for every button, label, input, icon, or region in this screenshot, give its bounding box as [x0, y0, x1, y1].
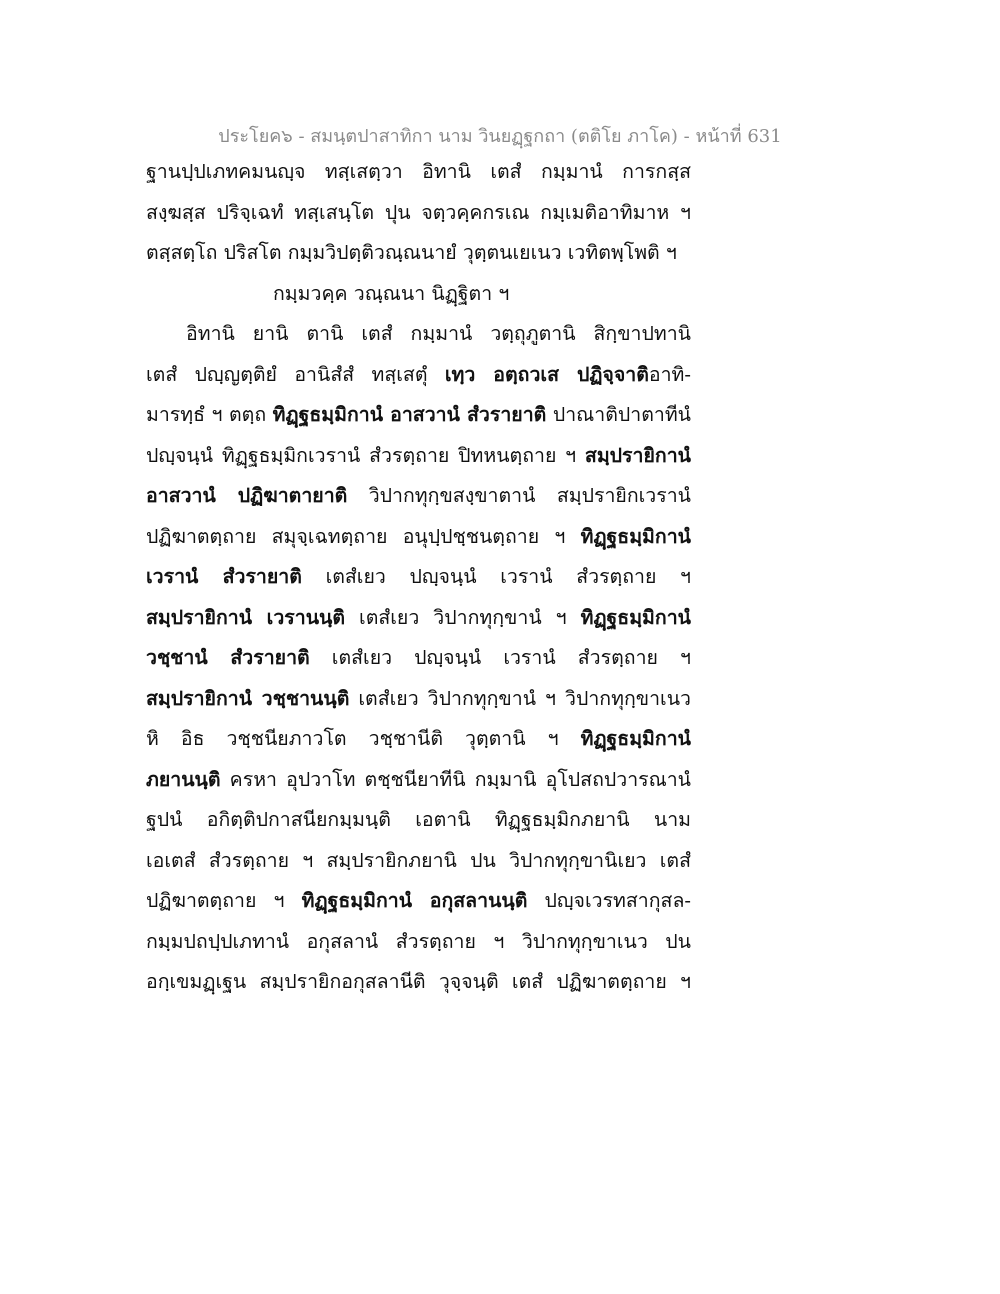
bold-term: ภยานนฺติ [146, 767, 221, 791]
text-segment: ตสฺสตฺโถ ปริสโต กมฺมวิปตฺติวณฺณนายํ วุตฺตนเยเนว เวทิตพฺโพติ ฯ [146, 241, 677, 264]
text-line [146, 922, 691, 963]
body-text [146, 152, 691, 1003]
bold-term: ทิฏฺฐธมฺมิกานํ [580, 605, 691, 629]
text-segment: หิ อิธ วชฺชนียภาวโต วชฺชานีติ วุตฺตานิ ฯ [146, 727, 581, 750]
text-segment: เตสํเยว ปญฺจนฺนํ เวรานํ สํวรตฺถาย ฯ [309, 646, 691, 669]
text-segment: วิปากทุกฺขสงฺขาตานํ สมฺปรายิกเวรานํ [347, 484, 691, 507]
text-line [146, 193, 691, 234]
text-line [146, 233, 691, 274]
text-line [146, 598, 691, 639]
text-line [146, 638, 691, 679]
text-segment: ครหา อุปวาโท ตชฺชนียาทีนิ กมฺมานิ อุโปสถปวารณานํ [220, 767, 691, 791]
text-segment: เอเตสํ สํวรตฺถาย ฯ สมฺปรายิกภยานิ ปน วิปากทุกฺขานิเยว เตสํ [146, 848, 691, 872]
text-line [146, 962, 691, 1003]
text-line [146, 719, 691, 760]
text-line [146, 355, 691, 396]
text-line [146, 557, 691, 598]
bold-term: ทิฏฺฐธมฺมิกานํ [580, 727, 691, 750]
text-line [146, 881, 691, 922]
text-line [146, 800, 691, 841]
text-line [146, 436, 691, 477]
text-segment: ฐปนํ อกิตฺติปกาสนียกมฺมนฺติ เอตานิ ทิฏฺฐธมฺมิกภยานิ นาม [146, 808, 691, 831]
text-segment: เตสํเยว วิปากทุกฺขานํ ฯ วิปากทุกฺขาเนว [349, 686, 691, 710]
text-line [146, 395, 691, 436]
text-segment: ปฏิฆาตตฺถาย ฯ [146, 889, 302, 912]
bold-term: เทฺว อตฺถวเส ปฏิจฺจาติ [444, 362, 649, 386]
text-line [146, 841, 691, 882]
page-header: ประโยค๖ - สมนฺตปาสาทิกา นาม วินยฏฺฐกถา (ตติโย ภาโค) - หน้าที่ 631 [218, 126, 782, 147]
text-segment: กมฺมปถปฺปเภทานํ อกุสลานํ สํวรตฺถาย ฯ วิปากทุกฺขาเนว ปน [146, 929, 691, 953]
text-segment: ปญฺจนฺนํ ทิฏฺฐธมฺมิกเวรานํ สํวรตฺถาย ปิทหนตฺถาย ฯ [146, 443, 585, 467]
text-segment: อิทานิ ยานิ ตานิ เตสํ กมฺมานํ วตฺถุภูตานิ สิกฺขาปทานิ [186, 322, 691, 345]
text-segment: ฐานปฺปเภทคมนญฺจ ทสฺเสตฺวา อิทานิ เตสํ กมฺมานํ การกสฺส [146, 160, 691, 183]
bold-term: ทิฏฺฐธมฺมิกานํ อาสวานํ สํวรายาติ [272, 403, 547, 426]
text-line [146, 760, 691, 801]
text-segment: กมฺมวคฺค วณฺณนา นิฏฺฐิตา ฯ [273, 281, 510, 305]
text-segment: สงฺฆสฺส ปริจฺเฉทํ ทสฺเสนฺโต ปุน จตฺวคฺคกรเณ กมฺเมติอาทิมาห ฯ [146, 200, 691, 224]
text-segment: ปาณาติปาตาทีนํ [546, 403, 691, 426]
text-line [146, 476, 691, 517]
text-segment: เตสํเยว วิปากทุกฺขานํ ฯ [345, 605, 581, 629]
text-segment: อาทิ- [648, 362, 691, 386]
bold-term: สมฺปรายิกานํ วชฺชานนฺติ [146, 686, 350, 710]
bold-term: อาสวานํ ปฏิฆาตายาติ [146, 484, 348, 507]
text-segment: เตสํ ปญฺญตฺติยํ อานิสํสํ ทสฺเสตุํ [146, 362, 445, 386]
text-segment: มารทฺธํ ฯ ตตฺถ [146, 403, 273, 426]
bold-term: สมฺปรายิกานํ [584, 443, 691, 467]
text-segment: ปฏิฆาตตฺถาย สมุจฺเฉทตฺถาย อนุปฺปชฺชนตฺถาย ฯ [146, 524, 581, 548]
section-heading [146, 274, 691, 315]
bold-term: ทิฏฺฐธมฺมิกานํ อกุสลานนฺติ [301, 889, 528, 912]
text-segment: อกฺเขมฏฺเฐน สมฺปรายิกอกุสลานีติ วุจฺจนฺติ เตสํ ปฏิฆาตตฺถาย ฯ [146, 970, 691, 993]
bold-term: เวรานํ สํวรายาติ [146, 565, 302, 588]
text-segment: เตสํเยว ปญฺจนฺนํ เวรานํ สํวรตฺถาย ฯ [301, 565, 691, 588]
text-line [146, 314, 691, 355]
bold-term: วชฺชานํ สํวรายาติ [146, 646, 310, 669]
bold-term: สมฺปรายิกานํ เวรานนฺติ [146, 605, 346, 629]
text-segment: ปญฺจเวรทสากุสล- [527, 889, 691, 912]
text-line [146, 152, 691, 193]
text-line [146, 517, 691, 558]
bold-term: ทิฏฺฐธมฺมิกานํ [580, 524, 691, 548]
text-line [146, 679, 691, 720]
